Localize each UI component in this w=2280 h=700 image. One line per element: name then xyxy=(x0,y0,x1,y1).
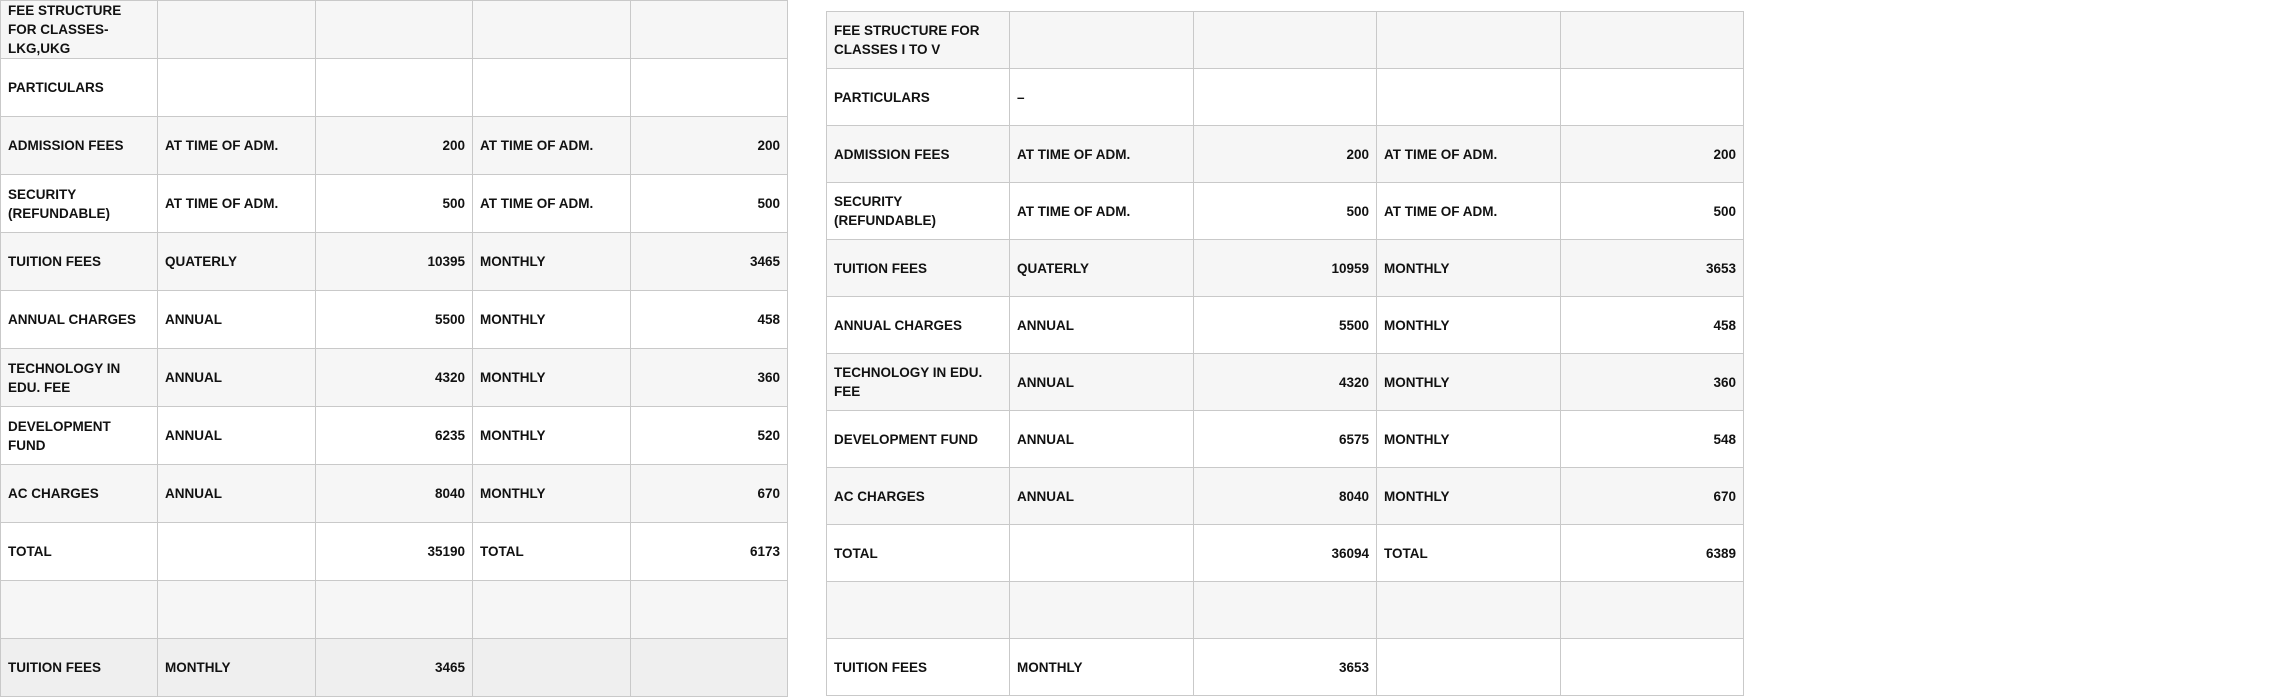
table-cell: SECURITY (REFUNDABLE) xyxy=(827,183,1010,240)
table-row xyxy=(1,233,788,291)
table-row xyxy=(1,291,788,349)
table-row xyxy=(827,411,1744,468)
table-cell: DEVELOPMENT FUND xyxy=(1,407,158,465)
table-cell: 500 xyxy=(1561,183,1744,240)
table-cell: 4320 xyxy=(316,349,473,407)
table-cell xyxy=(316,59,473,117)
table-cell: 6389 xyxy=(1561,525,1744,582)
table-cell: 200 xyxy=(631,117,788,175)
table-cell xyxy=(473,581,631,639)
table-row xyxy=(827,354,1744,411)
table-cell: MONTHLY xyxy=(1377,468,1561,525)
table-cell: TOTAL xyxy=(827,525,1010,582)
table-cell: ANNUAL xyxy=(1010,297,1194,354)
table-row xyxy=(1,523,788,581)
table-cell xyxy=(1010,12,1194,69)
table-cell: AC CHARGES xyxy=(1,465,158,523)
table-row xyxy=(827,468,1744,525)
table-cell xyxy=(158,581,316,639)
table-cell: ANNUAL xyxy=(158,349,316,407)
table-row xyxy=(827,126,1744,183)
table-cell: 8040 xyxy=(316,465,473,523)
table-cell xyxy=(1561,582,1744,639)
table-cell: 360 xyxy=(1561,354,1744,411)
table-cell xyxy=(158,59,316,117)
table-cell: ANNUAL xyxy=(1010,468,1194,525)
table-cell: AT TIME OF ADM. xyxy=(1377,126,1561,183)
table-cell: ANNUAL xyxy=(1010,411,1194,468)
table-cell: – xyxy=(1010,69,1194,126)
table-cell: PARTICULARS xyxy=(1,59,158,117)
table-title: FEE STRUCTURE FOR CLASSES I TO V xyxy=(827,12,1010,69)
table-cell xyxy=(631,639,788,697)
table-cell: TUITION FEES xyxy=(827,240,1010,297)
table-cell: 3465 xyxy=(631,233,788,291)
table-cell: MONTHLY xyxy=(1377,411,1561,468)
table-row xyxy=(1,581,788,639)
table-cell xyxy=(1010,525,1194,582)
table-cell: 3653 xyxy=(1194,639,1377,696)
table-cell xyxy=(1010,582,1194,639)
table-cell xyxy=(1561,639,1744,696)
fee-table-lkg-ukg xyxy=(0,0,788,697)
table-row xyxy=(1,465,788,523)
table-row xyxy=(827,639,1744,696)
table-row xyxy=(827,240,1744,297)
table-row xyxy=(1,349,788,407)
table-cell: MONTHLY xyxy=(1377,297,1561,354)
table-cell: ADMISSION FEES xyxy=(1,117,158,175)
table-cell: 500 xyxy=(631,175,788,233)
table-cell: DEVELOPMENT FUND xyxy=(827,411,1010,468)
table-title-row xyxy=(1,1,788,59)
table-cell: 6235 xyxy=(316,407,473,465)
table-row xyxy=(827,582,1744,639)
table-cell: 458 xyxy=(1561,297,1744,354)
table-cell xyxy=(1561,12,1744,69)
table-cell: MONTHLY xyxy=(1377,240,1561,297)
table-cell: TOTAL xyxy=(1377,525,1561,582)
table-cell: 360 xyxy=(631,349,788,407)
table-cell: MONTHLY xyxy=(473,465,631,523)
table-cell: 670 xyxy=(631,465,788,523)
table-cell: ANNUAL xyxy=(158,291,316,349)
table-cell: MONTHLY xyxy=(473,349,631,407)
table-cell xyxy=(631,581,788,639)
table-cell: TUITION FEES xyxy=(827,639,1010,696)
table-cell xyxy=(473,1,631,59)
fee-table-classes-i-to-v xyxy=(826,11,1744,696)
table-cell: 3465 xyxy=(316,639,473,697)
table-cell: MONTHLY xyxy=(158,639,316,697)
table-cell xyxy=(1377,639,1561,696)
table-cell: 500 xyxy=(316,175,473,233)
table-cell xyxy=(473,59,631,117)
table-cell xyxy=(631,59,788,117)
table-cell: 3653 xyxy=(1561,240,1744,297)
table-cell: 10395 xyxy=(316,233,473,291)
table-row xyxy=(827,297,1744,354)
table-cell xyxy=(1194,69,1377,126)
table-cell: TECHNOLOGY IN EDU. FEE xyxy=(1,349,158,407)
table-cell: 10959 xyxy=(1194,240,1377,297)
table-title-row xyxy=(827,12,1744,69)
table-cell: 5500 xyxy=(1194,297,1377,354)
table-cell: ANNUAL xyxy=(1010,354,1194,411)
table-row xyxy=(1,639,788,697)
table-cell: 6575 xyxy=(1194,411,1377,468)
table-cell xyxy=(631,1,788,59)
table-cell: 5500 xyxy=(316,291,473,349)
table-cell: 520 xyxy=(631,407,788,465)
table-cell xyxy=(316,1,473,59)
table-cell: AT TIME OF ADM. xyxy=(473,175,631,233)
table-cell: QUATERLY xyxy=(158,233,316,291)
table-cell: QUATERLY xyxy=(1010,240,1194,297)
table-cell xyxy=(1194,582,1377,639)
table-cell xyxy=(473,639,631,697)
table-cell: 500 xyxy=(1194,183,1377,240)
table-cell: ADMISSION FEES xyxy=(827,126,1010,183)
table-cell: TECHNOLOGY IN EDU. FEE xyxy=(827,354,1010,411)
table-cell: TUITION FEES xyxy=(1,639,158,697)
table-cell: 36094 xyxy=(1194,525,1377,582)
table-cell: ANNUAL CHARGES xyxy=(827,297,1010,354)
table-cell: 200 xyxy=(1194,126,1377,183)
table-cell: MONTHLY xyxy=(473,407,631,465)
table-cell: TUITION FEES xyxy=(1,233,158,291)
table-cell xyxy=(1377,12,1561,69)
table-row xyxy=(1,175,788,233)
table-cell: 548 xyxy=(1561,411,1744,468)
table-cell: AT TIME OF ADM. xyxy=(1377,183,1561,240)
table-cell: 35190 xyxy=(316,523,473,581)
table-cell xyxy=(1377,69,1561,126)
table-cell xyxy=(316,581,473,639)
table-cell: 200 xyxy=(1561,126,1744,183)
table-cell: AT TIME OF ADM. xyxy=(1010,183,1194,240)
table-cell xyxy=(1561,69,1744,126)
table-cell xyxy=(158,1,316,59)
table-cell xyxy=(1377,582,1561,639)
table-cell: 8040 xyxy=(1194,468,1377,525)
table-row xyxy=(1,407,788,465)
table-cell: AT TIME OF ADM. xyxy=(158,175,316,233)
table-cell: 200 xyxy=(316,117,473,175)
table-row xyxy=(827,183,1744,240)
table-row xyxy=(827,525,1744,582)
table-cell: SECURITY (REFUNDABLE) xyxy=(1,175,158,233)
table-cell: MONTHLY xyxy=(1377,354,1561,411)
table-cell: 6173 xyxy=(631,523,788,581)
table-cell: AC CHARGES xyxy=(827,468,1010,525)
table-cell: AT TIME OF ADM. xyxy=(1010,126,1194,183)
table-cell: ANNUAL CHARGES xyxy=(1,291,158,349)
table-cell: PARTICULARS xyxy=(827,69,1010,126)
table-cell xyxy=(1,581,158,639)
table-cell: 458 xyxy=(631,291,788,349)
table-cell: AT TIME OF ADM. xyxy=(473,117,631,175)
table-cell xyxy=(827,582,1010,639)
table-cell: TOTAL xyxy=(473,523,631,581)
table-row xyxy=(1,59,788,117)
table-cell: ANNUAL xyxy=(158,407,316,465)
table-cell: 670 xyxy=(1561,468,1744,525)
table-cell: MONTHLY xyxy=(473,291,631,349)
table-cell: TOTAL xyxy=(1,523,158,581)
table-cell: AT TIME OF ADM. xyxy=(158,117,316,175)
table-cell xyxy=(158,523,316,581)
table-cell xyxy=(1194,12,1377,69)
table-cell: ANNUAL xyxy=(158,465,316,523)
table-cell: MONTHLY xyxy=(473,233,631,291)
table-row xyxy=(1,117,788,175)
table-cell: MONTHLY xyxy=(1010,639,1194,696)
table-cell: 4320 xyxy=(1194,354,1377,411)
table-title: FEE STRUCTURE FOR CLASSES-LKG,UKG xyxy=(1,1,158,59)
table-row xyxy=(827,69,1744,126)
